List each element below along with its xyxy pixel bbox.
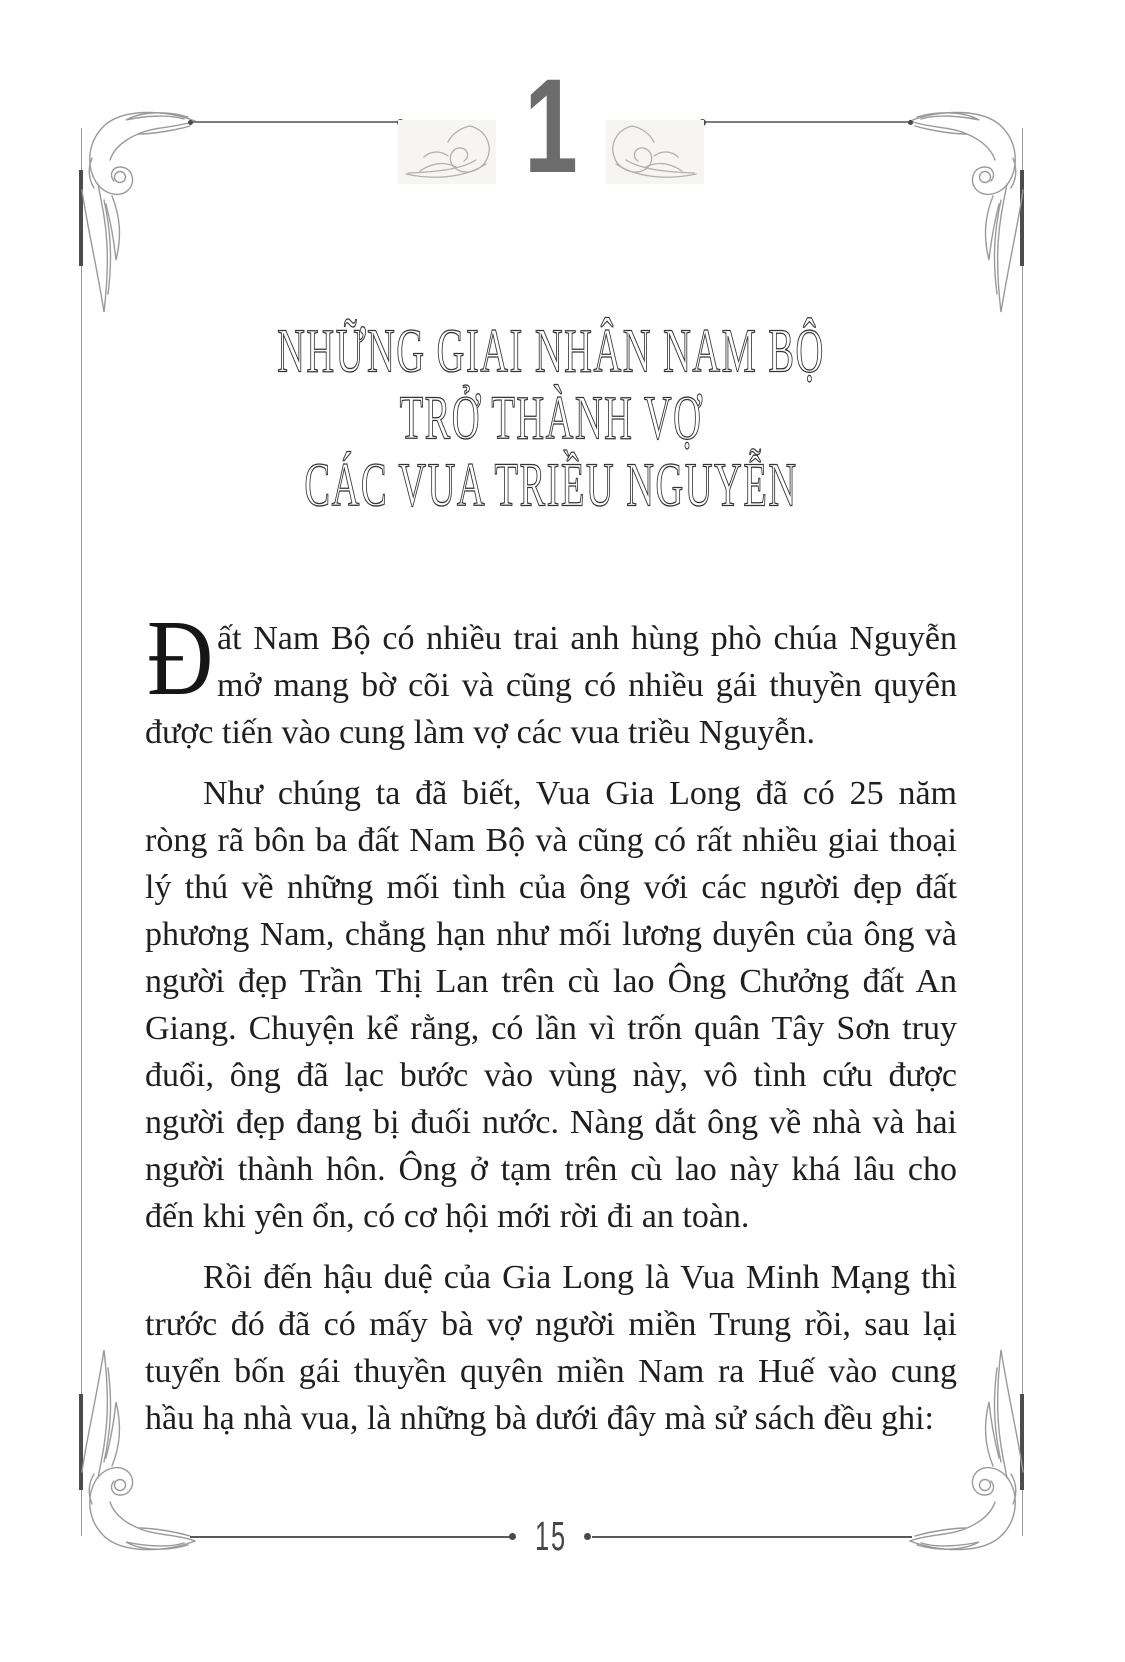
corner-flourish-top-left-icon bbox=[68, 104, 198, 319]
scroll-swirl-right-icon bbox=[606, 120, 704, 184]
footer-rule-left-dot bbox=[509, 1533, 516, 1540]
corner-flourish-top-right-icon bbox=[907, 104, 1037, 319]
header-rule-left bbox=[192, 121, 400, 123]
header-rule-right bbox=[702, 121, 910, 123]
drop-cap-letter: Đ bbox=[147, 599, 214, 718]
border-line-left bbox=[81, 128, 82, 1536]
paragraph-1-text: ất Nam Bộ có nhiều trai anh hùng phò chúa Nguyễn mở mang bờ cõi và cũng có nhiều gái thuyền quyên được tiến vào cung làm vợ các vua triều Nguyễn. bbox=[145, 620, 957, 751]
border-line-right bbox=[1022, 128, 1023, 1536]
body-text bbox=[145, 599, 957, 1456]
paragraph-3: Rồi đến hậu duệ của Gia Long là Vua Minh Mạng thì trước đó đã có mấy bà vợ người miền Trung rồi, sau lại tuyển bốn gái thuyền quyên miền Nam ra Huế vào cung hầu hạ nhà vua, là những bà dưới đây mà sử sách đều ghi: bbox=[145, 1259, 957, 1437]
chapter-title bbox=[145, 318, 957, 519]
footer-rule-left bbox=[190, 1536, 510, 1538]
footer-rule-right-dot bbox=[584, 1533, 591, 1540]
paragraph-1 bbox=[145, 599, 957, 756]
chapter-title-line-2: TRỞ THÀNH VỢ bbox=[399, 384, 703, 453]
chapter-title-line-3: CÁC VUA TRIỀU NGUYỄN bbox=[304, 451, 798, 520]
page-number: 15 bbox=[535, 1513, 567, 1559]
drop-cap bbox=[145, 599, 217, 718]
chapter-number: 1 bbox=[524, 52, 578, 201]
header-rule-left-outer-dot bbox=[188, 120, 193, 125]
paragraph-2: Như chúng ta đã biết, Vua Gia Long đã có 25 năm ròng rã bôn ba đất Nam Bộ và cũng có rất nhiều giai thoại lý thú về những mối tình của ông với các người đẹp đất phương Nam, chẳng hạn như mối lương duyên của ông và người đẹp Trần Thị Lan trên cù lao Ông Chưởng đất An Giang. Chuyện kể rằng, có lần vì trốn quân Tây Sơn truy đuổi, ông đã lạc bước vào vùng này, vô tình cứu được người đẹp đang bị đuối nước. Nàng dắt ông về nhà và hai người thành hôn. Ông ở tạm trên cù lao này khá lâu cho đến khi yên ổn, có cơ hội mới rời đi an toàn. bbox=[145, 775, 957, 1235]
header-rule-right-outer-dot bbox=[908, 120, 913, 125]
footer-rule-right bbox=[592, 1536, 912, 1538]
scroll-swirl-left-icon bbox=[398, 120, 496, 184]
chapter-title-line-1: NHỮNG GIAI NHÂN NAM BỘ bbox=[277, 317, 825, 386]
